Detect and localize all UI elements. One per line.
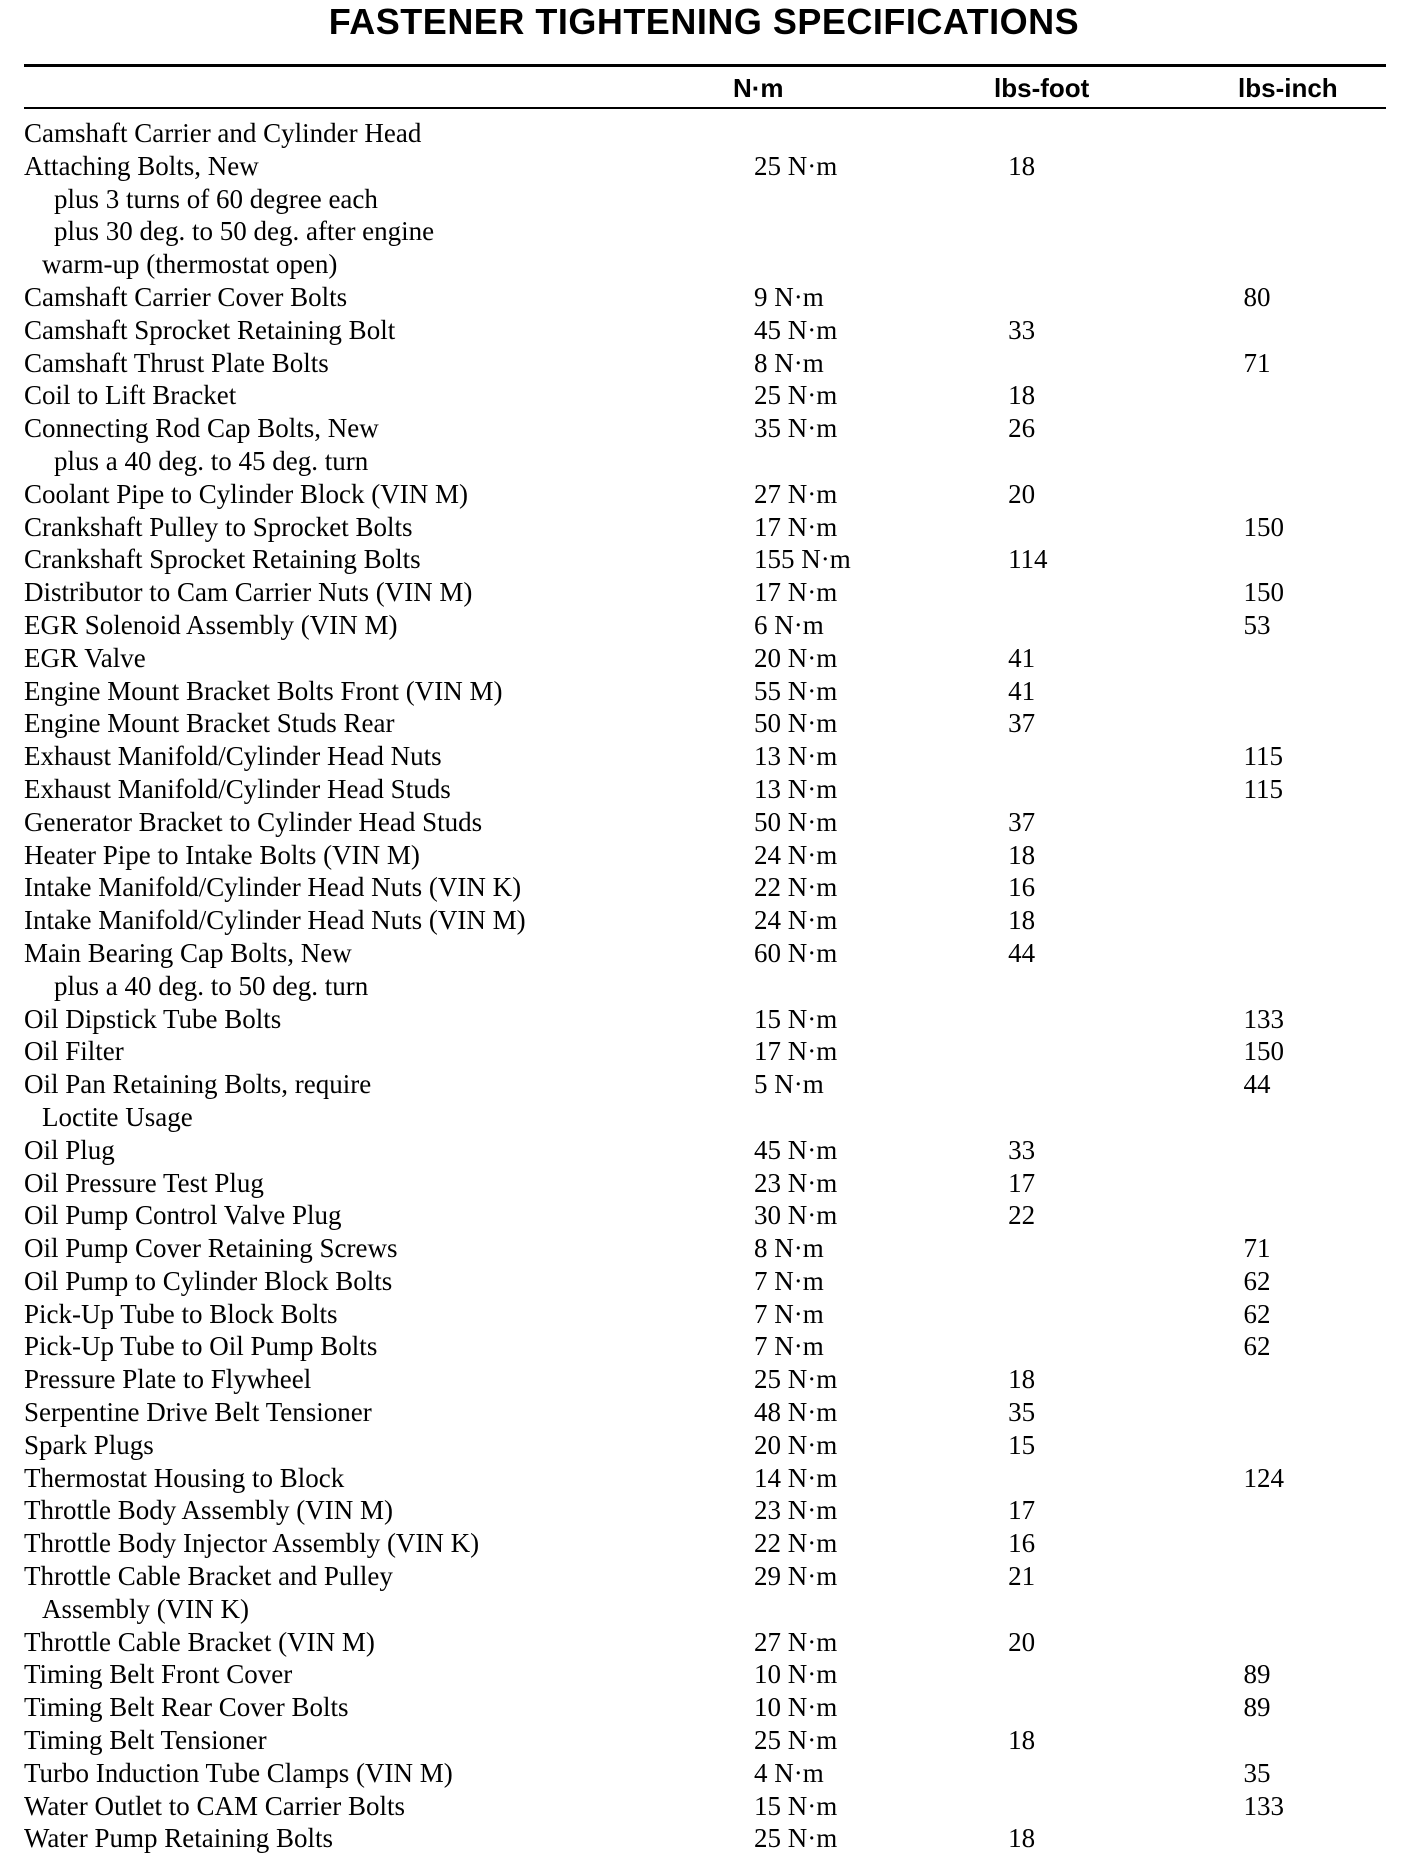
spec-lbs-foot-value: 17: [1008, 1167, 1036, 1198]
spec-name: Oil Filter: [24, 1036, 124, 1067]
spec-lbs-foot-value: [1008, 609, 1243, 642]
spec-nm-value: 25 N·m: [753, 1725, 838, 1756]
spec-lbs-inch-value: [1243, 1199, 1386, 1232]
spec-lbs-inch-value: [1243, 183, 1386, 216]
spec-lbs-foot-value: 20: [1008, 1626, 1036, 1657]
spec-nm-value: 155 N·m: [753, 544, 851, 575]
spec-name: Main Bearing Cap Bolts, New: [24, 937, 352, 968]
spec-lbs-foot-value: 37: [1008, 708, 1036, 739]
spec-nm-value: 13 N·m: [753, 773, 838, 804]
table-row: [24, 740, 1386, 773]
spec-lbs-inch-value: 89: [1243, 1692, 1271, 1723]
spec-nm-value: 22 N·m: [753, 872, 838, 903]
spec-nm-value: 25 N·m: [753, 1823, 838, 1854]
table-row: [24, 1757, 1386, 1790]
spec-name: Intake Manifold/Cylinder Head Nuts (VIN M): [24, 905, 526, 936]
spec-lbs-inch-value: [1243, 970, 1386, 1003]
spec-name: warm-up (thermostat open): [42, 249, 338, 280]
table-row: [24, 478, 1386, 511]
table-row: [24, 675, 1386, 708]
spec-nm-value: 27 N·m: [753, 1626, 838, 1657]
spec-nm-value: 8 N·m: [753, 347, 824, 378]
spec-lbs-inch-value: 62: [1243, 1331, 1271, 1362]
spec-name: Oil Pan Retaining Bolts, require: [24, 1069, 372, 1100]
table-row: [24, 1724, 1386, 1757]
spec-lbs-inch-value: 89: [1243, 1659, 1271, 1690]
spec-lbs-foot-value: 16: [1008, 1528, 1036, 1559]
spec-name: Engine Mount Bracket Studs Rear: [24, 708, 395, 739]
spec-lbs-inch-value: 53: [1243, 609, 1271, 640]
table-row: [24, 576, 1386, 609]
spec-nm-value: 14 N·m: [753, 1462, 838, 1493]
spec-name: Water Pump Retaining Bolts: [24, 1823, 334, 1854]
spec-name: Pick-Up Tube to Oil Pump Bolts: [24, 1331, 378, 1362]
spec-name: Coil to Lift Bracket: [24, 380, 237, 411]
spec-lbs-foot-value: [1008, 1691, 1243, 1724]
spec-lbs-foot-value: [1008, 773, 1243, 806]
spec-nm-value: 7 N·m: [753, 1331, 824, 1362]
spec-lbs-foot-value: [1008, 1330, 1243, 1363]
spec-lbs-inch-value: 124: [1243, 1462, 1284, 1493]
spec-name: Crankshaft Pulley to Sprocket Bolts: [24, 511, 413, 542]
spec-lbs-foot-value: 18: [1008, 1823, 1036, 1854]
spec-nm-value: 24 N·m: [753, 839, 838, 870]
table-row: [24, 248, 1386, 281]
table-row: [24, 150, 1386, 183]
spec-name: Pick-Up Tube to Block Bolts: [24, 1298, 338, 1329]
spec-name: Generator Bracket to Cylinder Head Studs: [24, 806, 483, 837]
spec-lbs-inch-value: [1243, 871, 1386, 904]
spec-name: Serpentine Drive Belt Tensioner: [24, 1397, 372, 1428]
spec-nm-value: 30 N·m: [753, 1200, 838, 1231]
spec-name: Throttle Cable Bracket (VIN M): [24, 1626, 375, 1657]
spec-lbs-foot-value: 20: [1008, 478, 1036, 509]
table-row: [24, 1199, 1386, 1232]
spec-name: Thermostat Housing to Block: [24, 1462, 345, 1493]
spec-name: Throttle Body Injector Assembly (VIN K): [24, 1528, 480, 1559]
spec-lbs-foot-value: [1008, 248, 1243, 281]
spec-name: Oil Pump Cover Retaining Screws: [24, 1233, 398, 1264]
table-row: [24, 215, 1386, 248]
spec-lbs-inch-value: [1243, 478, 1386, 511]
table-row: [24, 1822, 1386, 1855]
spec-lbs-inch-value: [1243, 904, 1386, 937]
spec-lbs-foot-value: [1008, 1593, 1243, 1626]
table-row: [24, 1363, 1386, 1396]
spec-lbs-foot-value: [1008, 1101, 1243, 1134]
spec-nm-value: 9 N·m: [753, 281, 824, 312]
spec-name: Timing Belt Rear Cover Bolts: [24, 1692, 349, 1723]
spec-name: Turbo Induction Tube Clamps (VIN M): [24, 1757, 453, 1788]
spec-lbs-inch-value: 80: [1243, 281, 1271, 312]
table-row: [24, 1035, 1386, 1068]
spec-lbs-inch-value: [1243, 379, 1386, 412]
spec-name: plus 3 turns of 60 degree each: [54, 183, 378, 214]
spec-name: plus a 40 deg. to 50 deg. turn: [54, 970, 369, 1001]
spec-lbs-foot-value: 17: [1008, 1495, 1036, 1526]
spec-lbs-inch-value: [1243, 1396, 1386, 1429]
spec-name: Attaching Bolts, New: [24, 150, 259, 181]
spec-nm-value: 24 N·m: [753, 905, 838, 936]
table-row: [24, 379, 1386, 412]
table-row: [24, 937, 1386, 970]
table-row: [24, 806, 1386, 839]
spec-nm-value: 10 N·m: [753, 1659, 838, 1690]
table-row: [24, 1003, 1386, 1036]
spec-name: Camshaft Sprocket Retaining Bolt: [24, 314, 396, 345]
spec-name: plus 30 deg. to 50 deg. after engine: [54, 216, 435, 247]
spec-name: Camshaft Thrust Plate Bolts: [24, 347, 329, 378]
page-title: FASTENER TIGHTENING SPECIFICATIONS: [328, 1, 1080, 42]
spec-lbs-foot-value: 15: [1008, 1429, 1036, 1460]
spec-name: Timing Belt Tensioner: [24, 1725, 267, 1756]
spec-name: Water Outlet to CAM Carrier Bolts: [24, 1790, 406, 1821]
spec-lbs-inch-value: 35: [1243, 1757, 1271, 1788]
spec-lbs-inch-value: [1243, 1167, 1386, 1200]
spec-name: Throttle Body Assembly (VIN M): [24, 1495, 393, 1526]
table-row: [24, 1068, 1386, 1101]
spec-lbs-foot-value: [1008, 1035, 1243, 1068]
table-row: [24, 511, 1386, 544]
spec-lbs-foot-value: 18: [1008, 839, 1036, 870]
spec-name: Intake Manifold/Cylinder Head Nuts (VIN K): [24, 872, 522, 903]
spec-nm-value: 23 N·m: [753, 1167, 838, 1198]
spec-lbs-inch-value: [1243, 1593, 1386, 1626]
spec-nm-value: [754, 183, 1008, 216]
table-row: [24, 773, 1386, 806]
spec-lbs-inch-value: 115: [1243, 773, 1283, 804]
spec-lbs-foot-value: [1008, 1790, 1243, 1823]
table-row: [24, 1560, 1386, 1593]
spec-lbs-foot-value: [1008, 1068, 1243, 1101]
spec-table: [24, 117, 1386, 1855]
spec-lbs-inch-value: [1243, 1626, 1386, 1659]
spec-lbs-foot-value: [1008, 215, 1243, 248]
table-row: [24, 1167, 1386, 1200]
spec-lbs-inch-value: [1243, 1101, 1386, 1134]
spec-nm-value: 50 N·m: [753, 708, 838, 739]
spec-lbs-foot-value: 37: [1008, 806, 1036, 837]
spec-lbs-foot-value: [1008, 740, 1243, 773]
table-row: [24, 642, 1386, 675]
table-row: [24, 839, 1386, 872]
spec-lbs-inch-value: [1243, 642, 1386, 675]
table-row: [24, 1134, 1386, 1167]
spec-lbs-foot-value: 114: [1008, 544, 1048, 575]
spec-lbs-inch-value: 150: [1243, 577, 1284, 608]
spec-nm-value: [754, 248, 1008, 281]
spec-lbs-foot-value: [1008, 1232, 1243, 1265]
spec-name: Timing Belt Front Cover: [24, 1659, 293, 1690]
spec-nm-value: [754, 117, 1008, 150]
spec-name: Oil Pump Control Valve Plug: [24, 1200, 342, 1231]
spec-nm-value: 7 N·m: [753, 1265, 824, 1296]
table-row: [24, 1298, 1386, 1331]
table-row: [24, 1527, 1386, 1560]
spec-nm-value: [754, 445, 1008, 478]
spec-name: Camshaft Carrier Cover Bolts: [24, 281, 348, 312]
spec-nm-value: 13 N·m: [753, 741, 838, 772]
spec-name: Exhaust Manifold/Cylinder Head Nuts: [24, 741, 442, 772]
spec-lbs-inch-value: 150: [1243, 511, 1284, 542]
spec-lbs-foot-value: [1008, 576, 1243, 609]
spec-lbs-foot-value: [1008, 970, 1243, 1003]
spec-lbs-inch-value: [1243, 1724, 1386, 1757]
spec-nm-value: 17 N·m: [753, 577, 838, 608]
spec-lbs-inch-value: [1243, 1560, 1386, 1593]
spec-lbs-inch-value: 44: [1243, 1069, 1271, 1100]
spec-name: Heater Pipe to Intake Bolts (VIN M): [24, 839, 420, 870]
table-row: [24, 871, 1386, 904]
spec-name: Loctite Usage: [42, 1101, 193, 1132]
table-row: [24, 970, 1386, 1003]
spec-name: Spark Plugs: [24, 1429, 154, 1460]
spec-nm-value: 20 N·m: [753, 642, 838, 673]
spec-lbs-inch-value: [1243, 543, 1386, 576]
spec-lbs-foot-value: 18: [1008, 905, 1036, 936]
spec-nm-value: 27 N·m: [753, 478, 838, 509]
spec-lbs-foot-value: 41: [1008, 642, 1036, 673]
spec-lbs-foot-value: 44: [1008, 937, 1036, 968]
spec-lbs-foot-value: [1008, 1757, 1243, 1790]
table-row: [24, 314, 1386, 347]
spec-lbs-inch-value: [1243, 1363, 1386, 1396]
spec-nm-value: [754, 1593, 1008, 1626]
spec-name: Connecting Rod Cap Bolts, New: [24, 413, 379, 444]
spec-lbs-inch-value: 71: [1243, 1233, 1271, 1264]
spec-nm-value: 48 N·m: [753, 1397, 838, 1428]
spec-nm-value: [754, 970, 1008, 1003]
spec-nm-value: 25 N·m: [753, 1364, 838, 1395]
spec-nm-value: 22 N·m: [753, 1528, 838, 1559]
spec-lbs-foot-value: [1008, 183, 1243, 216]
table-row: [24, 1462, 1386, 1495]
spec-lbs-foot-value: 26: [1008, 413, 1036, 444]
spec-lbs-foot-value: [1008, 1298, 1243, 1331]
table-row: [24, 707, 1386, 740]
spec-lbs-foot-value: [1008, 281, 1243, 314]
table-row: [24, 543, 1386, 576]
spec-nm-value: 17 N·m: [753, 511, 838, 542]
spec-name: Oil Pump to Cylinder Block Bolts: [24, 1265, 393, 1296]
column-header-nm: N·m: [733, 73, 784, 103]
spec-nm-value: 8 N·m: [753, 1233, 824, 1264]
spec-nm-value: 45 N·m: [753, 1134, 838, 1165]
spec-lbs-inch-value: [1243, 1494, 1386, 1527]
spec-name: Oil Dipstick Tube Bolts: [24, 1003, 282, 1034]
spec-lbs-inch-value: [1243, 1822, 1386, 1855]
spec-nm-value: 23 N·m: [753, 1495, 838, 1526]
table-row: [24, 1232, 1386, 1265]
header-rule: [24, 107, 1386, 109]
spec-lbs-inch-value: [1243, 314, 1386, 347]
spec-name: Coolant Pipe to Cylinder Block (VIN M): [24, 478, 468, 509]
spec-lbs-foot-value: 41: [1008, 675, 1036, 706]
spec-name: Engine Mount Bracket Bolts Front (VIN M): [24, 675, 503, 706]
table-row: [24, 117, 1386, 150]
spec-lbs-inch-value: [1243, 839, 1386, 872]
spec-lbs-foot-value: 16: [1008, 872, 1036, 903]
spec-nm-value: 5 N·m: [753, 1069, 824, 1100]
spec-name: Distributor to Cam Carrier Nuts (VIN M): [24, 577, 473, 608]
spec-lbs-inch-value: 62: [1243, 1265, 1271, 1296]
spec-lbs-foot-value: [1008, 1265, 1243, 1298]
spec-lbs-inch-value: [1243, 215, 1386, 248]
table-row: [24, 609, 1386, 642]
spec-lbs-foot-value: 18: [1008, 1364, 1036, 1395]
spec-name: Oil Pressure Test Plug: [24, 1167, 264, 1198]
table-row: [24, 347, 1386, 380]
spec-nm-value: 20 N·m: [753, 1429, 838, 1460]
spec-name: Crankshaft Sprocket Retaining Bolts: [24, 544, 421, 575]
spec-nm-value: 35 N·m: [753, 413, 838, 444]
table-row: [24, 1658, 1386, 1691]
spec-name: EGR Valve: [24, 642, 146, 673]
spec-nm-value: 4 N·m: [753, 1757, 824, 1788]
spec-lbs-inch-value: [1243, 412, 1386, 445]
spec-lbs-inch-value: [1243, 445, 1386, 478]
spec-lbs-inch-value: [1243, 150, 1386, 183]
spec-name: EGR Solenoid Assembly (VIN M): [24, 609, 398, 640]
spec-lbs-foot-value: [1008, 1658, 1243, 1691]
spec-nm-value: 45 N·m: [753, 314, 838, 345]
spec-name: Assembly (VIN K): [42, 1593, 249, 1624]
spec-lbs-foot-value: 22: [1008, 1200, 1036, 1231]
column-header-lbs-foot: lbs-foot: [994, 73, 1090, 103]
spec-name: plus a 40 deg. to 45 deg. turn: [54, 445, 369, 476]
spec-nm-value: 10 N·m: [753, 1692, 838, 1723]
spec-lbs-inch-value: [1243, 1429, 1386, 1462]
spec-lbs-foot-value: 33: [1008, 314, 1036, 345]
spec-lbs-foot-value: [1008, 347, 1243, 380]
table-row: [24, 1593, 1386, 1626]
spec-lbs-inch-value: [1243, 937, 1386, 970]
table-row: [24, 183, 1386, 216]
table-row: [24, 1101, 1386, 1134]
spec-name: Throttle Cable Bracket and Pulley: [24, 1561, 393, 1592]
table-row: [24, 1429, 1386, 1462]
spec-name: Oil Plug: [24, 1134, 115, 1165]
spec-lbs-inch-value: 133: [1243, 1790, 1284, 1821]
spec-lbs-inch-value: 71: [1243, 347, 1271, 378]
spec-lbs-inch-value: [1243, 248, 1386, 281]
spec-name: Camshaft Carrier and Cylinder Head: [24, 118, 422, 148]
spec-table-body: [24, 117, 1386, 1855]
spec-name: Pressure Plate to Flywheel: [24, 1364, 312, 1395]
spec-lbs-foot-value: 33: [1008, 1134, 1036, 1165]
table-row: [24, 1396, 1386, 1429]
spec-lbs-foot-value: 21: [1008, 1561, 1036, 1592]
top-rule: [24, 64, 1386, 67]
spec-lbs-foot-value: [1008, 1003, 1243, 1036]
spec-lbs-foot-value: [1008, 117, 1243, 150]
spec-nm-value: 29 N·m: [753, 1561, 838, 1592]
table-row: [24, 281, 1386, 314]
table-row: [24, 1265, 1386, 1298]
table-row: [24, 904, 1386, 937]
spec-nm-value: 60 N·m: [753, 937, 838, 968]
spec-lbs-foot-value: 18: [1008, 150, 1036, 181]
spec-nm-value: 17 N·m: [753, 1036, 838, 1067]
spec-nm-value: 7 N·m: [753, 1298, 824, 1329]
spec-nm-value: 25 N·m: [753, 380, 838, 411]
spec-nm-value: 55 N·m: [753, 675, 838, 706]
spec-nm-value: [754, 1101, 1008, 1134]
spec-nm-value: 6 N·m: [753, 609, 824, 640]
spec-lbs-inch-value: 115: [1243, 741, 1283, 772]
table-row: [24, 1330, 1386, 1363]
spec-nm-value: 50 N·m: [753, 806, 838, 837]
spec-lbs-foot-value: 35: [1008, 1397, 1036, 1428]
spec-lbs-foot-value: 18: [1008, 1725, 1036, 1756]
table-row: [24, 412, 1386, 445]
spec-nm-value: [754, 215, 1008, 248]
spec-lbs-inch-value: [1243, 806, 1386, 839]
spec-lbs-inch-value: 133: [1243, 1003, 1284, 1034]
spec-lbs-inch-value: [1243, 707, 1386, 740]
table-row: [24, 1626, 1386, 1659]
table-row: [24, 1494, 1386, 1527]
spec-nm-value: 15 N·m: [753, 1790, 838, 1821]
spec-lbs-inch-value: 150: [1243, 1036, 1284, 1067]
spec-nm-value: 15 N·m: [753, 1003, 838, 1034]
spec-lbs-inch-value: 62: [1243, 1298, 1271, 1329]
spec-lbs-foot-value: [1008, 445, 1243, 478]
table-row: [24, 445, 1386, 478]
spec-lbs-foot-value: [1008, 1462, 1243, 1495]
spec-nm-value: 25 N·m: [753, 150, 838, 181]
table-row: [24, 1691, 1386, 1724]
spec-name: Exhaust Manifold/Cylinder Head Studs: [24, 773, 451, 804]
table-row: [24, 1790, 1386, 1823]
spec-lbs-foot-value: 18: [1008, 380, 1036, 411]
spec-lbs-foot-value: [1008, 511, 1243, 544]
spec-lbs-inch-value: [1243, 117, 1386, 150]
spec-lbs-inch-value: [1243, 675, 1386, 708]
spec-lbs-inch-value: [1243, 1134, 1386, 1167]
spec-lbs-inch-value: [1243, 1527, 1386, 1560]
column-header-lbs-inch: lbs-inch: [1238, 73, 1338, 103]
